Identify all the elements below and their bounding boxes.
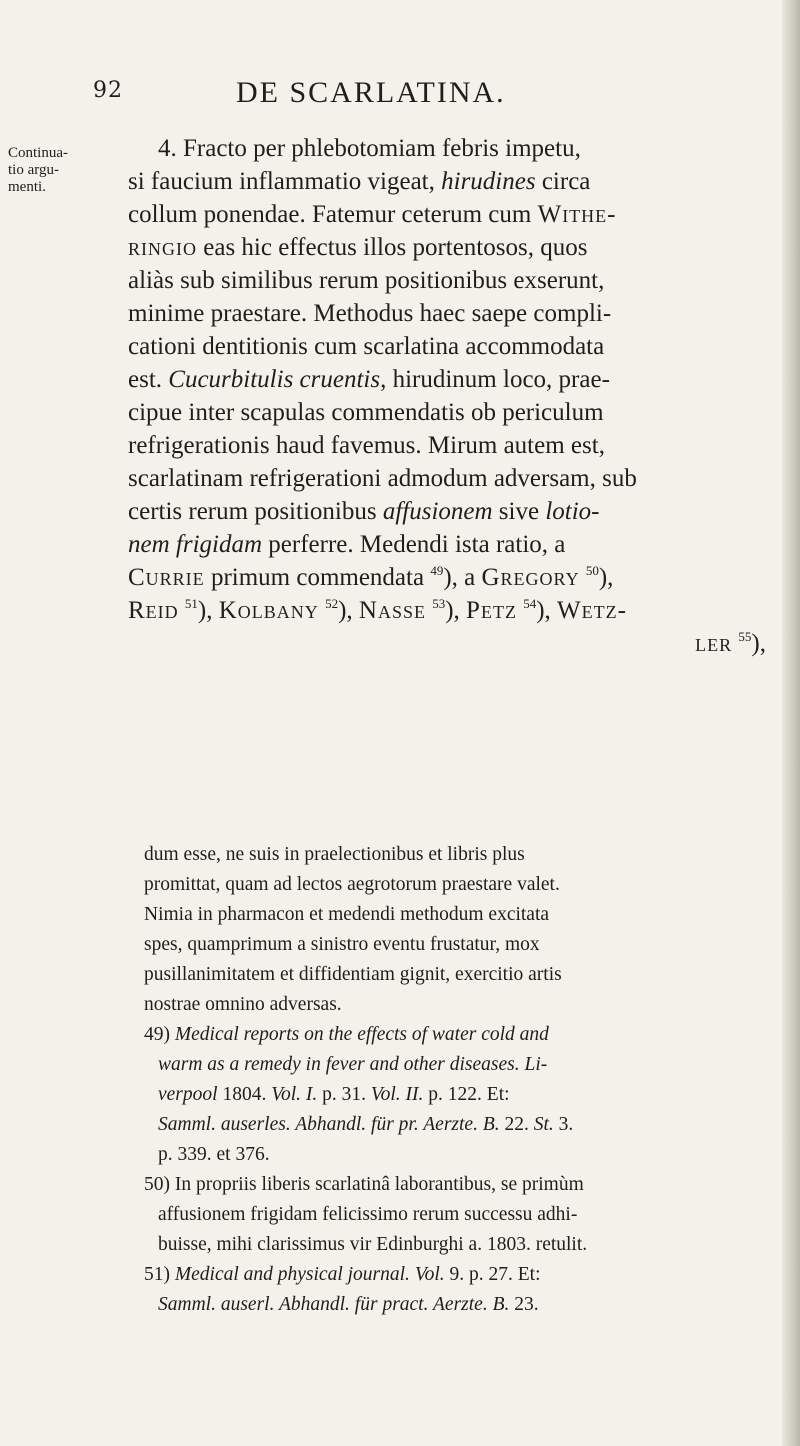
continuation-line: spes, quamprimum a sinistro eventu frustatur, mox [144,934,540,955]
page-header [0,76,800,116]
footnote-49-cont: verpool 1804. Vol. I. p. 31. Vol. II. p. 122. Et: [158,1084,510,1105]
main-paragraph [128,132,788,660]
text-line: est. Cucurbitulis cruentis, hirudinum loco, prae- [128,366,610,393]
continuation-line: dum esse, ne suis in praelectionibus et libris plus [144,844,525,865]
text-line: cipue inter scapulas commendatis ob periculum [128,399,604,426]
text-line: ler $^{55}$), [695,629,766,657]
text-line: nem frigidam perferre. Medendi ista ratio, a [128,531,566,558]
text-line: si faucium inflammatio vigeat, hirudines circa [128,168,591,195]
footnote-ref: 53 [432,596,446,611]
text-line: Reid $^{51}$), Kolbany $^{52}$), Nasse $^{53}$), Petz $^{54}$), Wetz- [128,596,627,624]
continuation-line: promittat, quam ad lectos aegrotorum praestare valet. [144,874,560,895]
margin-note-line: tio argu- [8,162,59,178]
text-line: collum ponendae. Fatemur ceterum cum Withe- [128,201,617,228]
footnote-49-cont: p. 339. et 376. [158,1144,270,1165]
footnote-49: 49) Medical reports on the effects of water cold and [144,1024,549,1045]
running-title: DE SCARLATINA. [236,76,506,109]
text-line: 4. Fracto per phlebotomiam febris impetu, [158,135,581,162]
footnotes [144,840,780,1320]
footnote-49-cont: warm as a remedy in fever and other diseases. Li- [158,1054,548,1075]
footnote-ref: 54 [523,596,537,611]
margin-note [8,145,94,196]
text-line: minime praestare. Methodus haec saepe compli- [128,300,612,327]
text-line: cationi dentitionis cum scarlatina accommodata [128,333,605,360]
footnote-ref: 55 [738,629,752,644]
page-number: 92 [93,78,123,103]
text-line: ringio eas hic effectus illos portentosos, quos [128,234,588,261]
footnote-ref: 51 [184,596,198,611]
footnote-ref: 52 [325,596,339,611]
text-line: certis rerum positionibus affusionem sive lotio- [128,498,600,525]
text-line: aliàs sub similibus rerum positionibus exserunt, [128,267,605,294]
footnote-50-cont: buisse, mihi clarissimus vir Edinburghi a. 1803. retulit. [158,1234,588,1255]
footnote-51: 51) Medical and physical journal. Vol. 9. p. 27. Et: [144,1264,541,1285]
footnote-49-cont: Samml. auserles. Abhandl. für pr. Aerzte. B. 22. St. 3. [158,1114,574,1135]
text-line: scarlatinam refrigerationi admodum adversam, sub [128,465,637,492]
margin-note-line: menti. [8,179,46,195]
continuation-line: Nimia in pharmacon et medendi methodum excitata [144,904,550,925]
footnote-ref: 50 [585,563,599,578]
footnote-51-cont: Samml. auserl. Abhandl. für pract. Aerzte. B. 23. [158,1294,539,1315]
text-line: Currie primum commendata $^{49}$), a Gregory $^{50}$), [128,563,614,591]
footnote-ref: 49 [430,563,444,578]
footnote-50: 50) In propriis liberis scarlatinâ laborantibus, se primùm [144,1174,584,1195]
footnote-50-cont: affusionem frigidam felicissimo rerum successu adhi- [158,1204,578,1225]
margin-note-line: Continua- [8,145,68,161]
continuation-line: pusillanimitatem et diffidentiam gignit, exercitio artis [144,964,562,985]
continuation-line: nostrae omnino adversas. [144,994,342,1015]
text-line: refrigerationis haud favemus. Mirum autem est, [128,432,605,459]
